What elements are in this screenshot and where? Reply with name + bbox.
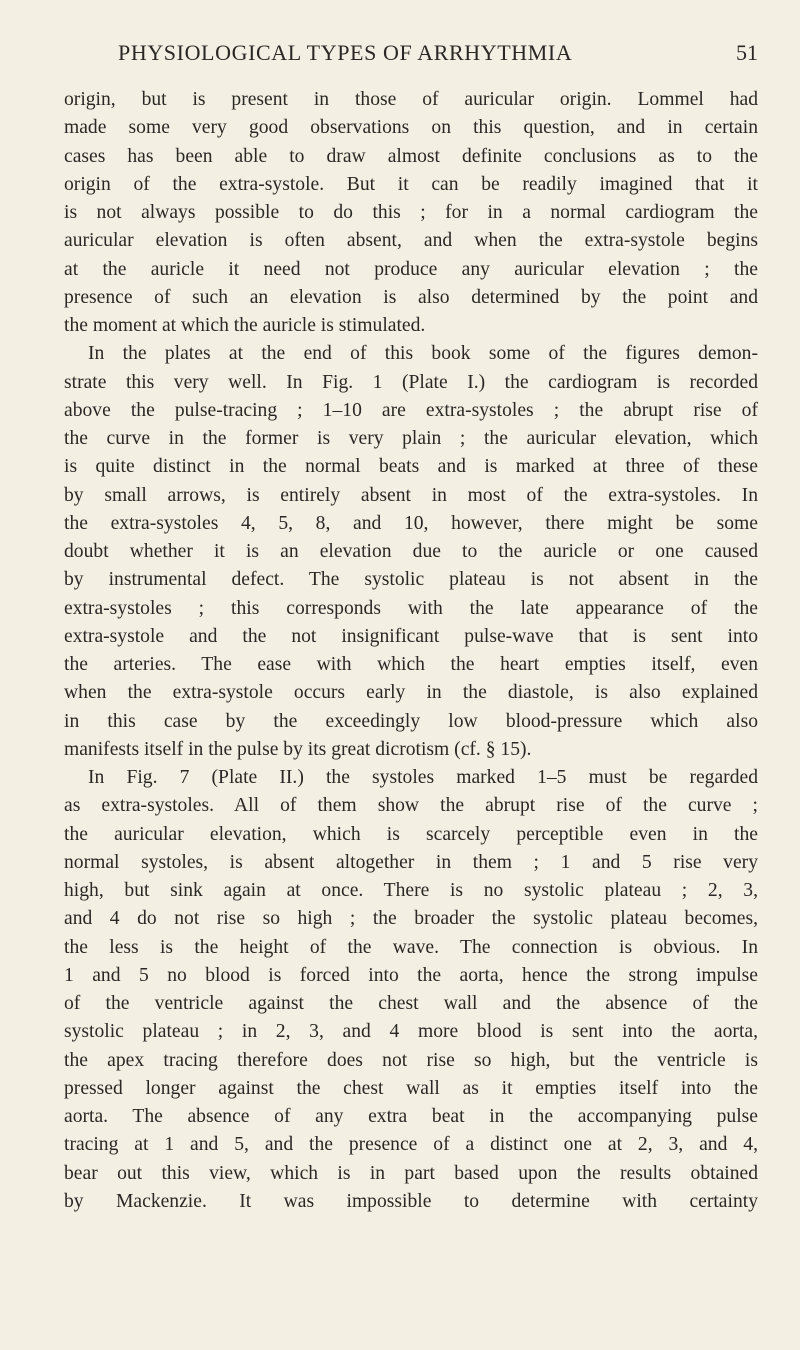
running-title: PHYSIOLOGICAL TYPES OF ARRHYTHMIA bbox=[118, 40, 573, 65]
text-line: In the plates at the end of this book some of the figures demon- bbox=[88, 343, 758, 365]
text-line: is not always possible to do this ; for in a normal cardiogram the bbox=[64, 202, 758, 223]
text-line: when the extra-systole occurs early in the diastole, is also explained bbox=[64, 682, 758, 704]
text-line: normal systoles, is absent altogether in them ; 1 and 5 rise very bbox=[64, 851, 758, 873]
text-line: by small arrows, is entirely absent in most of the extra-systoles. In bbox=[64, 484, 758, 506]
body-text bbox=[64, 86, 758, 1216]
page-number: 51 bbox=[736, 40, 758, 65]
text-line: tracing at 1 and 5, and the presence of a distinct one at 2, 3, and 4, bbox=[64, 1134, 758, 1156]
text-line: as extra-systoles. All of them show the abrupt rise of the curve ; bbox=[64, 795, 758, 817]
text-line: doubt whether it is an elevation due to the auricle or one caused bbox=[64, 541, 758, 562]
text-line: the apex tracing therefore does not rise so high, but the ventricle is bbox=[64, 1049, 758, 1071]
text-line: is quite distinct in the normal beats and is marked at three of these bbox=[64, 456, 758, 478]
text-line: by Mackenzie. It was impossible to determine with certainty bbox=[64, 1190, 758, 1212]
text-line: origin, but is present in those of auricular origin. Lommel had bbox=[64, 89, 758, 110]
text-line: auricular elevation is often absent, and when the extra-systole begins bbox=[64, 230, 758, 252]
text-line: high, but sink again at once. There is no systolic plateau ; 2, 3, bbox=[64, 880, 758, 901]
text-line: presence of such an elevation is also determined by the point and bbox=[64, 286, 758, 308]
text-line: the extra-systoles 4, 5, 8, and 10, however, there might be some bbox=[64, 512, 758, 534]
text-line: In Fig. 7 (Plate II.) the systoles marked 1–5 must be regarded bbox=[88, 767, 758, 788]
text-line: at the auricle it need not produce any auricular elevation ; the bbox=[64, 258, 758, 280]
text-line: pressed longer against the chest wall as it empties itself into the bbox=[64, 1077, 758, 1099]
text-line: bear out this view, which is in part based upon the results obtained bbox=[64, 1162, 758, 1184]
text-line: origin of the extra-systole. But it can be readily imagined that it bbox=[64, 173, 758, 195]
text-line: by instrumental defect. The systolic plateau is not absent in the bbox=[64, 569, 758, 591]
text-line: strate this very well. In Fig. 1 (Plate I.) the cardiogram is recorded bbox=[64, 371, 758, 393]
text-line: in this case by the exceedingly low blood-pressure which also bbox=[64, 710, 758, 732]
text-line: extra-systoles ; this corresponds with the late appearance of the bbox=[64, 597, 758, 619]
text-line: the moment at which the auricle is stimulated. bbox=[64, 315, 426, 336]
text-line: aorta. The absence of any extra beat in the accompanying pulse bbox=[64, 1106, 758, 1127]
text-line: systolic plateau ; in 2, 3, and 4 more blood is sent into the aorta, bbox=[64, 1021, 758, 1043]
text-line: 1 and 5 no blood is forced into the aorta, hence the strong impulse bbox=[64, 964, 758, 986]
text-line: cases has been able to draw almost definite conclusions as to the bbox=[64, 145, 758, 167]
text-line: above the pulse-tracing ; 1–10 are extra-systoles ; the abrupt rise of bbox=[64, 399, 758, 421]
text-line: the curve in the former is very plain ; the auricular elevation, which bbox=[64, 428, 758, 449]
text-line: manifests itself in the pulse by its great dicrotism (cf. § 15). bbox=[64, 738, 532, 760]
text-line: the arteries. The ease with which the heart empties itself, even bbox=[64, 654, 758, 675]
text-line: extra-systole and the not insignificant pulse-wave that is sent into bbox=[64, 625, 758, 647]
text-line: the less is the height of the wave. The connection is obvious. In bbox=[64, 936, 758, 958]
text-line: the auricular elevation, which is scarcely perceptible even in the bbox=[64, 823, 758, 845]
text-line: made some very good observations on this question, and in certain bbox=[64, 117, 758, 139]
running-head bbox=[64, 40, 758, 70]
text-line: and 4 do not rise so high ; the broader the systolic plateau becomes, bbox=[64, 908, 758, 930]
text-line: of the ventricle against the chest wall and the absence of the bbox=[64, 993, 758, 1014]
